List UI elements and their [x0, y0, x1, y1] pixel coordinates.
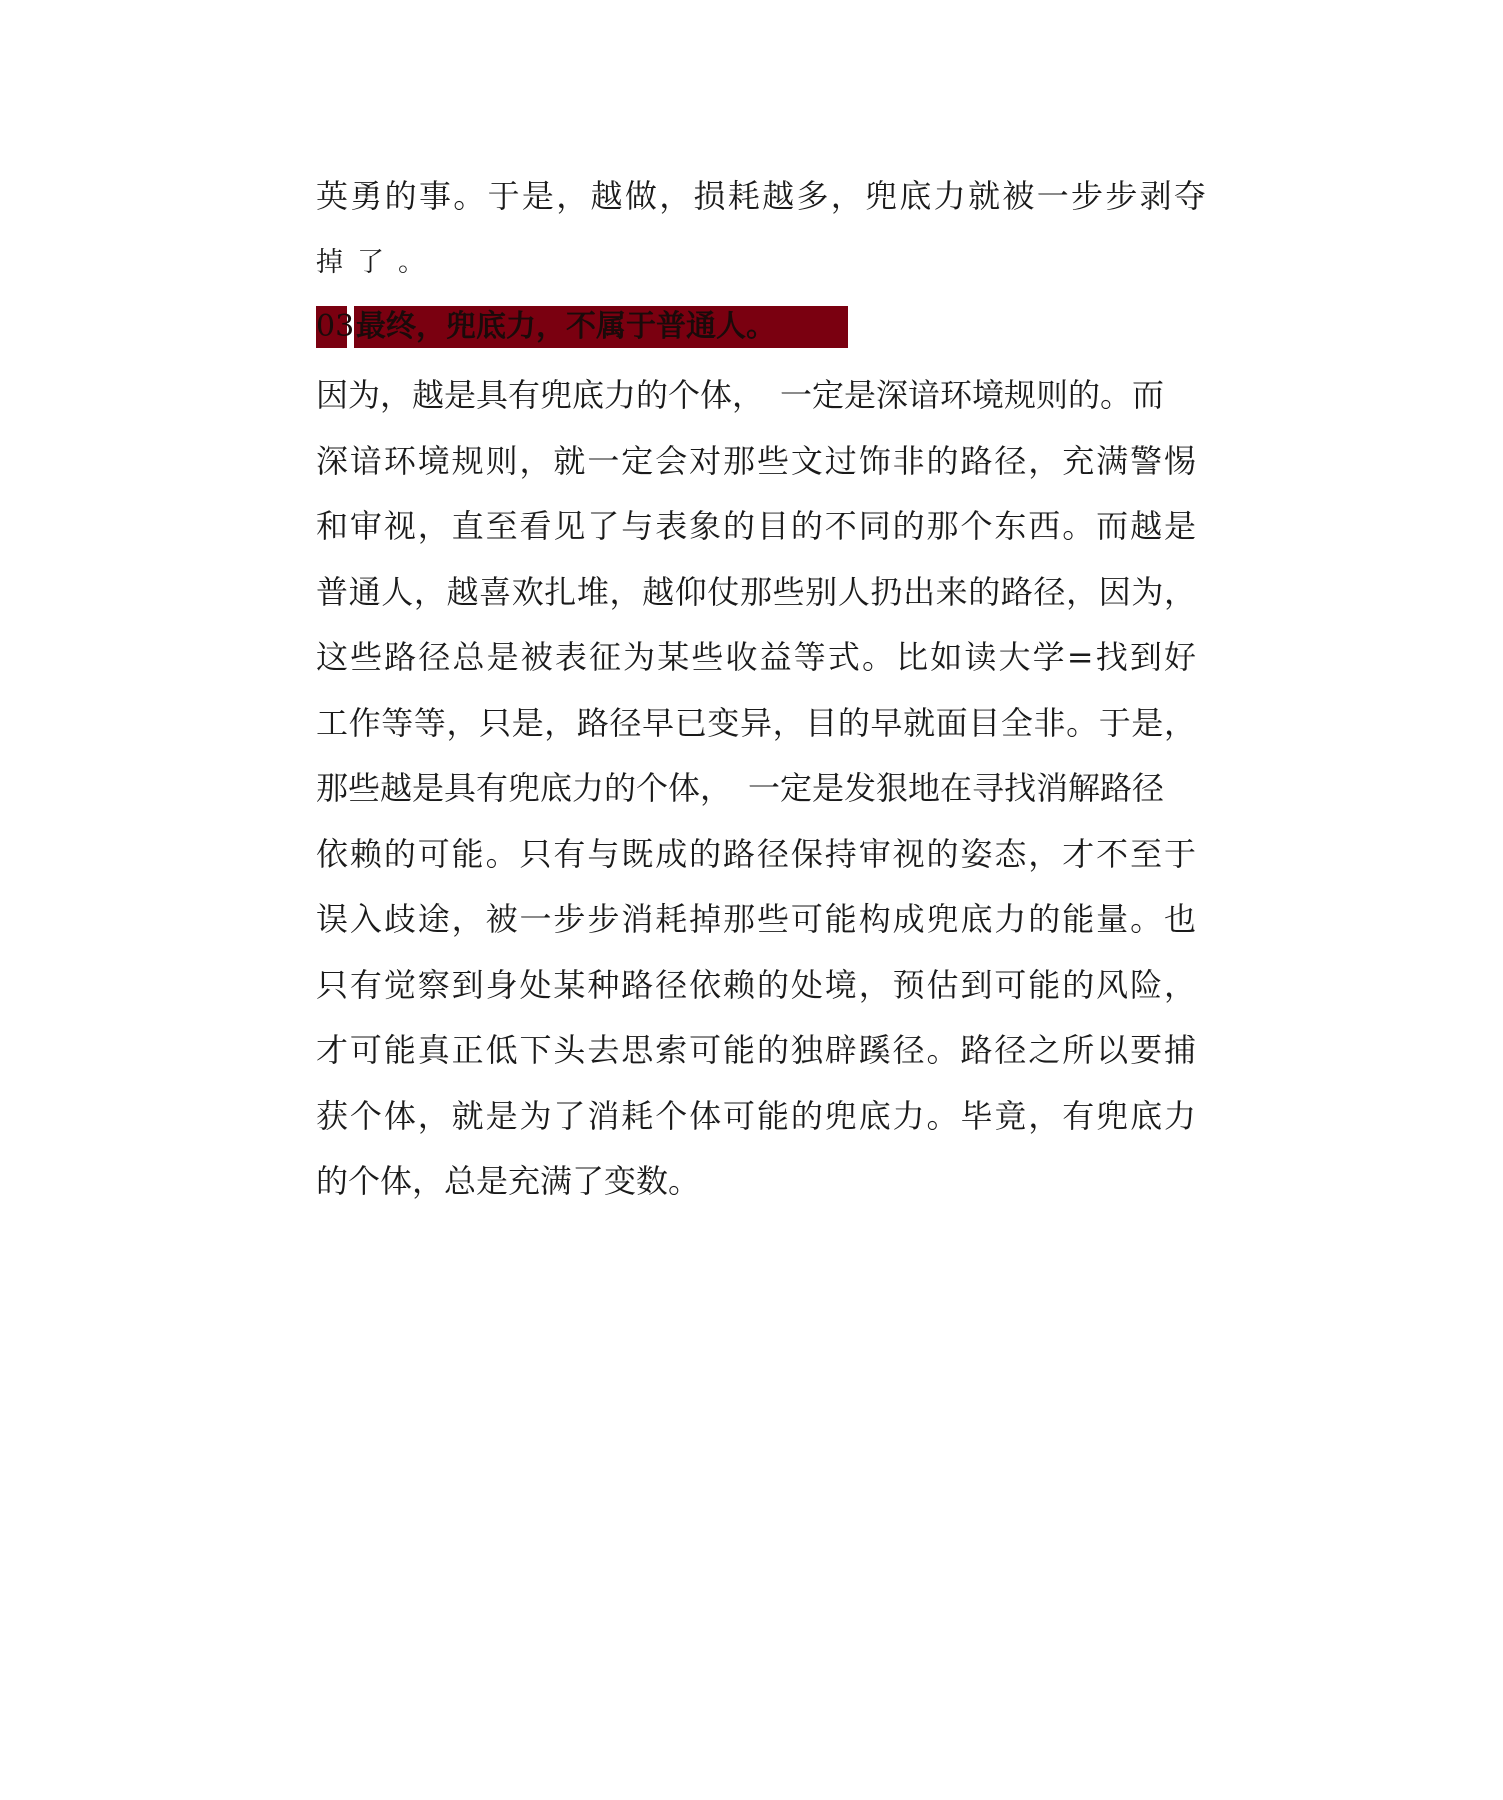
- body-line: 误入歧途，被一步步消耗掉那些可能构成兜底力的能量。也: [316, 900, 1196, 938]
- body-line: 那些越是具有兜底力的个体， 一定是发狠地在寻找消解路径: [316, 769, 1165, 807]
- section-number: 03: [316, 306, 347, 348]
- body-line: 因为，越是具有兜底力的个体， 一定是深谙环境规则的。而: [316, 376, 1165, 414]
- body-line: 工作等等，只是，路径早已变异，目的早就面目全非。于是，: [316, 703, 1196, 742]
- body-line: 获个体，就是为了消耗个体可能的兜底力。毕竟，有兜底力: [316, 1096, 1196, 1135]
- body-line: 的个体，总是充满了变数。: [316, 1162, 701, 1200]
- intro-line-2: 掉了。: [316, 246, 439, 278]
- body-line: 才可能真正低下头去思索可能的独辟蹊径。路径之所以要捕: [316, 1031, 1196, 1069]
- body-line: 和审视，直至看见了与表象的目的不同的那个东西。而越是: [316, 507, 1196, 545]
- body-line: 只有觉察到身处某种路径依赖的处境，预估到可能的风险，: [316, 965, 1196, 1004]
- section-heading: 最终，兜底力，不属于普通人。: [354, 306, 848, 348]
- body-line: 深谙环境规则，就一定会对那些文过饰非的路径，充满警惕: [316, 441, 1196, 480]
- intro-paragraph: [316, 164, 1206, 295]
- intro-line-1: 英勇的事。于是，越做，损耗越多，兜底力就被一步步剥夺: [316, 177, 1206, 215]
- body-paragraph: [316, 363, 1196, 1215]
- body-line: 依赖的可能。只有与既成的路径保持审视的姿态，才不至于: [316, 834, 1196, 873]
- body-line: 普通人，越喜欢扎堆，越仰仗那些别人扔出来的路径，因为，: [316, 572, 1196, 611]
- body-line: 这些路径总是被表征为某些收益等式。比如读大学=找到好: [316, 638, 1196, 676]
